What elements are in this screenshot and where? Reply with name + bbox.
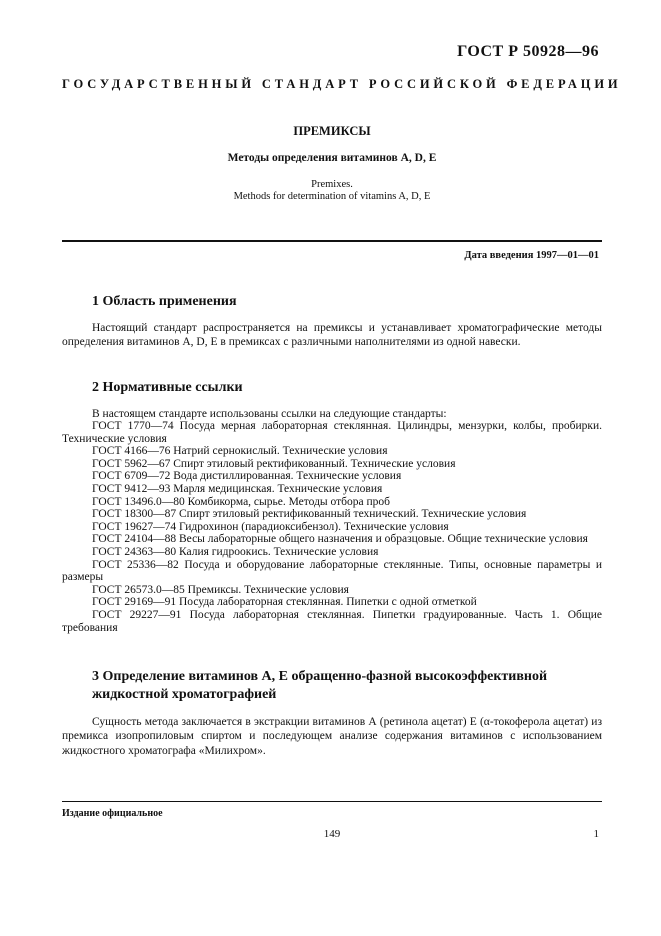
reference-item: ГОСТ 6709—72 Вода дистиллированная. Технические условия [92, 470, 402, 483]
reference-item: ГОСТ 29169—91 Посуда лабораторная стеклянная. Пипетки с одной отметкой [92, 596, 477, 609]
section-2-heading: 2 Нормативные ссылки [92, 380, 243, 395]
references-list [62, 420, 602, 634]
english-subtitle: Methods for determination of vitamins A, D, E [233, 191, 431, 202]
title-divider [62, 240, 602, 242]
section-1-text: Настоящий стандарт распространяется на премиксы и устанавливает хроматографические методы определения витаминов А, D, Е в премиксах с различными наполнителями из одной навески. [62, 322, 602, 348]
references-intro: В настоящем стандарте использованы ссылки на следующие стандарты: [92, 408, 447, 420]
footer-divider [62, 801, 602, 802]
introduction-date: Дата введения 1997—01—01 [464, 250, 599, 261]
page-number: 149 [323, 828, 341, 840]
reference-item: ГОСТ 18300—87 Спирт этиловый ректификованный технический. Технические условия [92, 508, 527, 521]
reference-item: ГОСТ 1770—74 Посуда мерная лабораторная стеклянная. Цилиндры, мензурки, колбы, пробирки. Технические условия [62, 420, 602, 445]
reference-item: ГОСТ 26573.0—85 Премиксы. Технические условия [92, 583, 349, 596]
section-3-heading: 3 Определение витаминов А, Е обращенно-фазной высокоэффективной жидкостной хроматографией [92, 669, 548, 702]
document-subtitle: Методы определения витаминов А, D, Е [227, 152, 437, 164]
reference-item: ГОСТ 13496.0—80 Комбикорма, сырье. Методы отбора проб [92, 495, 390, 508]
sheet-number: 1 [593, 828, 599, 840]
document-title: ПРЕМИКСЫ [293, 124, 371, 138]
document-code: ГОСТ Р 50928—96 [457, 43, 599, 60]
official-edition-label: Издание официальное [62, 808, 163, 819]
reference-item: ГОСТ 25336—82 Посуда и оборудование лабораторные стеклянные. Типы, основные параметры и размеры [62, 558, 602, 584]
english-title: Premixes. [311, 179, 353, 190]
reference-item: ГОСТ 9412—93 Марля медицинская. Технические условия [92, 482, 383, 495]
reference-item: ГОСТ 5962—67 Спирт этиловый ректификованный. Технические условия [92, 457, 456, 470]
reference-item: ГОСТ 29227—91 Посуда лабораторная стеклянная. Пипетки градуированные. Часть 1. Общие требования [62, 608, 602, 634]
reference-item: ГОСТ 4166—76 Натрий сернокислый. Технические условия [92, 445, 388, 458]
section-1-heading: 1 Область применения [92, 294, 237, 309]
state-standard-banner: ГОСУДАРСТВЕННЫЙ СТАНДАРТ РОССИЙСКОЙ ФЕДЕРАЦИИ [62, 77, 622, 91]
reference-item: ГОСТ 24104—88 Весы лабораторные общего назначения и образцовые. Общие технические условия [92, 533, 588, 546]
section-3-text: Сущность метода заключается в экстракции витаминов А (ретинола ацетат) Е (α-токоферола ацетат) из премикса изопропиловым спиртом и последующем анализе содержания витаминов с использованием жидкостного хроматографа «Милихром». [62, 716, 602, 757]
reference-item: ГОСТ 19627—74 Гидрохинон (парадиоксибензол). Технические условия [92, 520, 449, 533]
reference-item: ГОСТ 24363—80 Калия гидроокись. Технические условия [92, 545, 379, 558]
